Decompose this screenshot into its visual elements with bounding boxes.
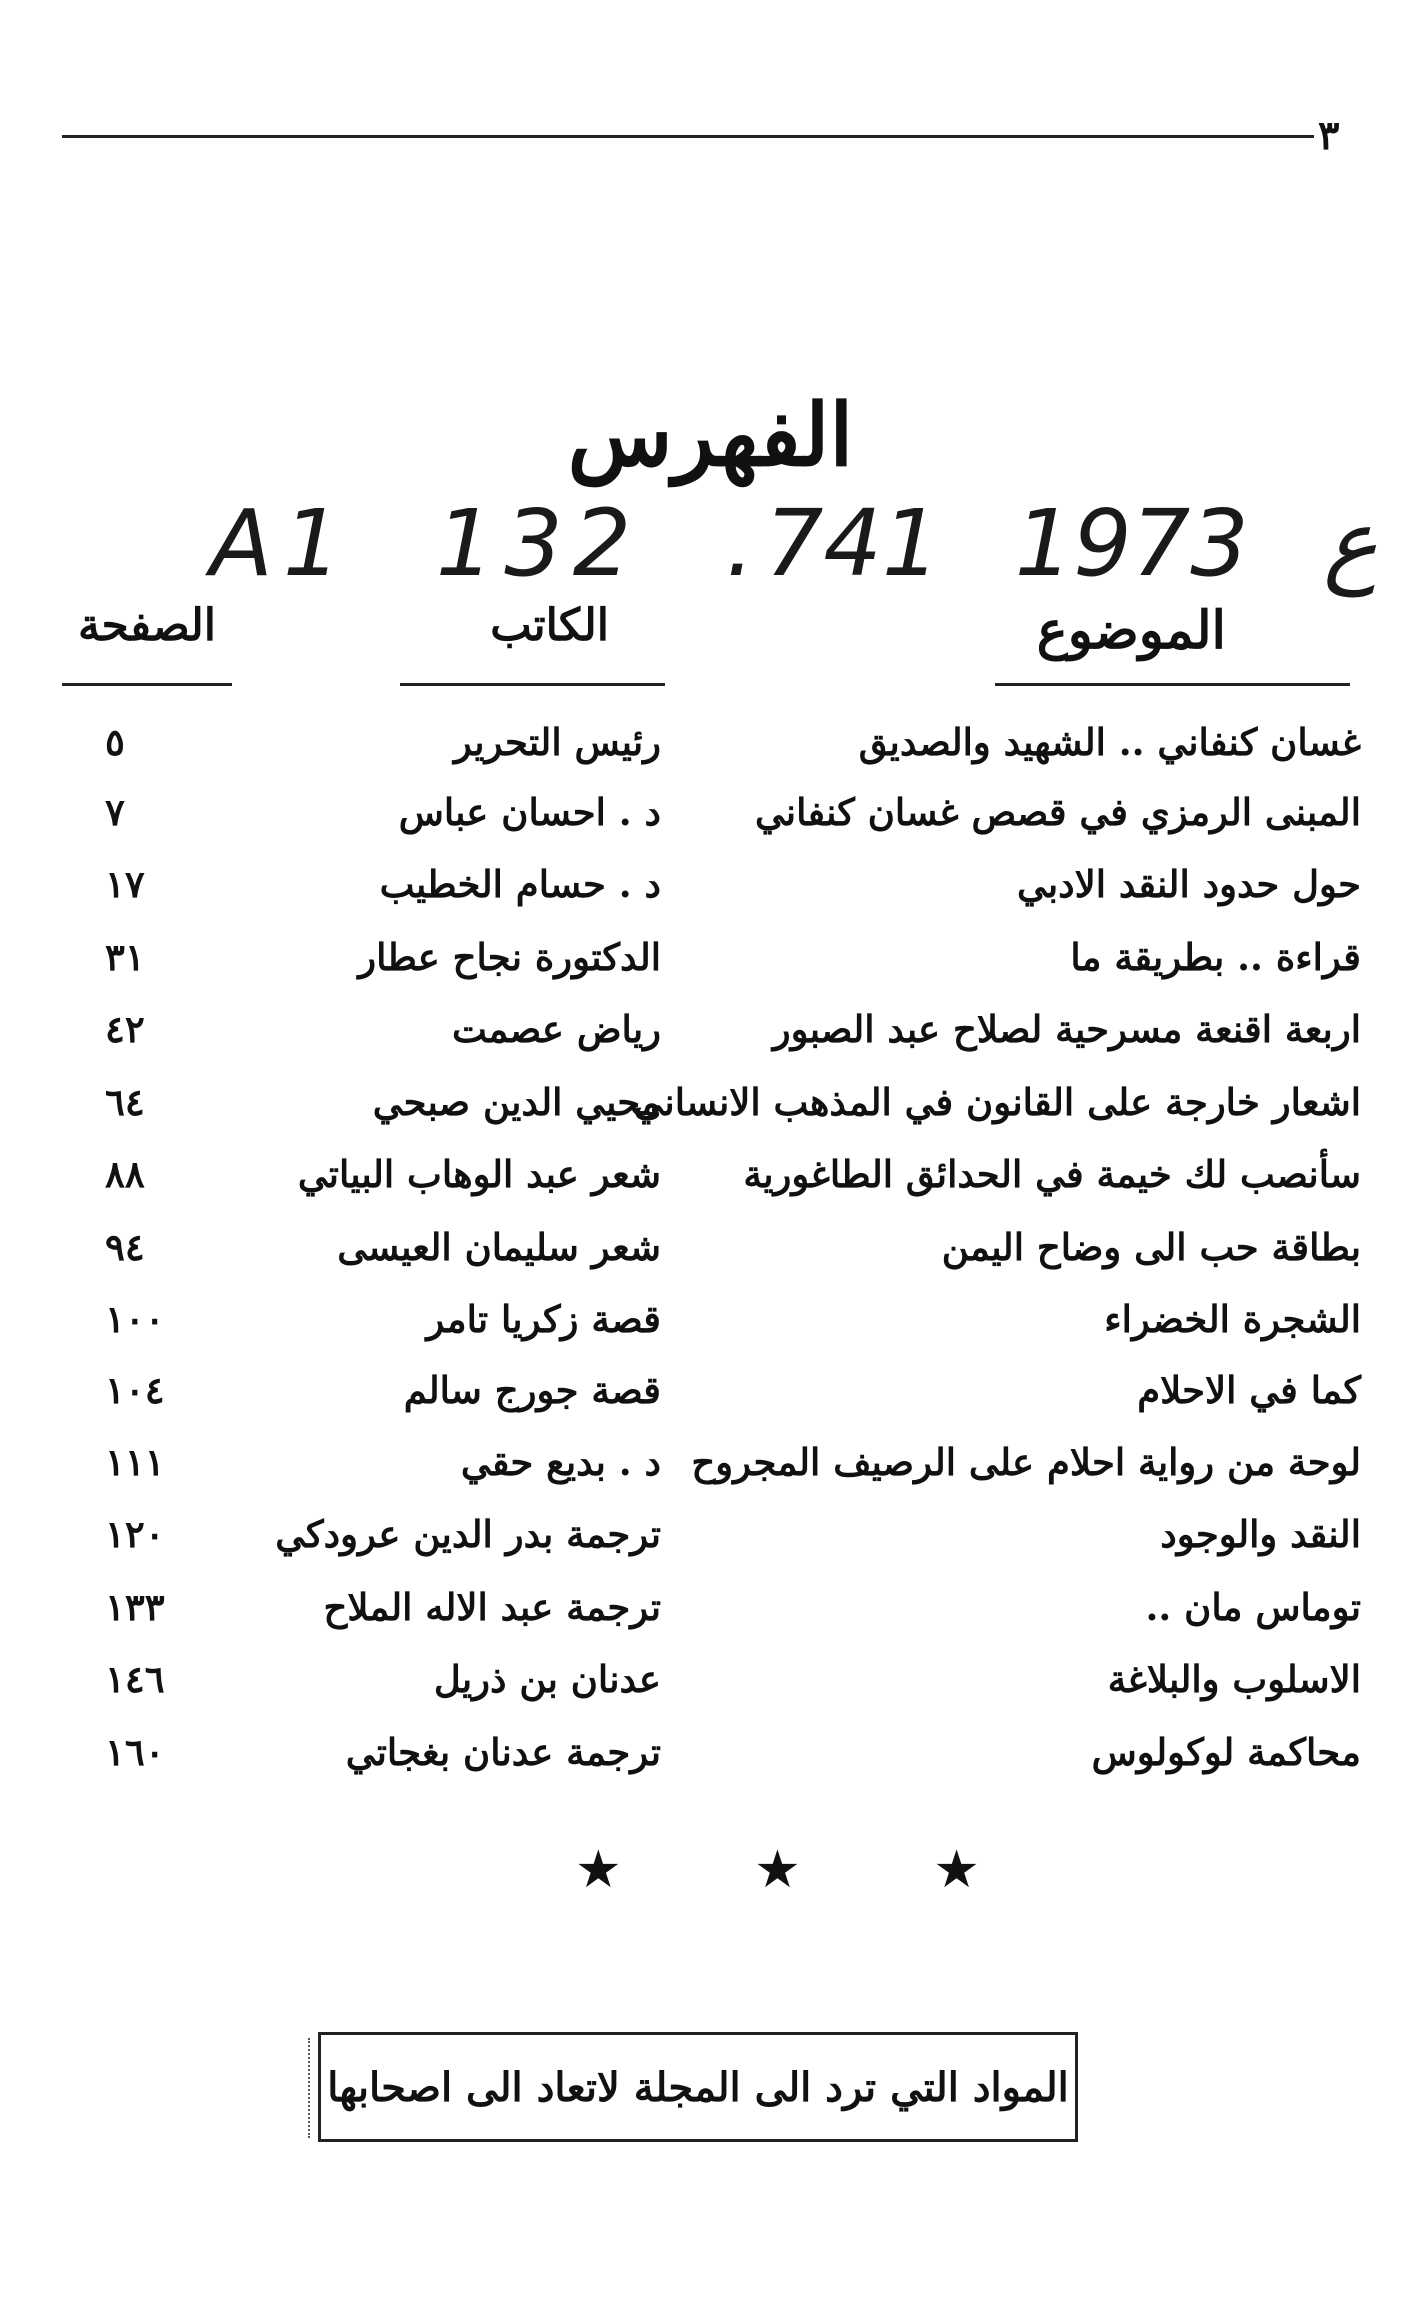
toc-topic: كما في الاحلام bbox=[1137, 1368, 1361, 1412]
toc-row bbox=[0, 1585, 1421, 1655]
toc-row bbox=[0, 1225, 1421, 1295]
toc-author: ترجمة عبد الاله الملاح bbox=[323, 1585, 661, 1629]
toc-row bbox=[0, 1007, 1421, 1077]
toc-author: ترجمة عدنان بغجاتي bbox=[345, 1730, 661, 1774]
toc-page: ٥ bbox=[105, 720, 125, 764]
toc-page: ٩٤ bbox=[105, 1225, 145, 1269]
toc-row bbox=[0, 790, 1421, 860]
toc-page: ٦٤ bbox=[105, 1080, 145, 1124]
toc-page: ٣١ bbox=[105, 935, 145, 979]
toc-topic: الشجرة الخضراء bbox=[1104, 1297, 1361, 1341]
toc-page: ١٢٠ bbox=[105, 1512, 165, 1556]
notice-text: المواد التي ترد الى المجلة لاتعاد الى اصحابها bbox=[327, 2063, 1069, 2111]
toc-topic: لوحة من رواية احلام على الرصيف المجروح bbox=[691, 1440, 1361, 1484]
toc-topic: الاسلوب والبلاغة bbox=[1107, 1657, 1361, 1701]
header-page: الصفحة bbox=[77, 600, 216, 651]
toc-author: عدنان بن ذريل bbox=[433, 1657, 661, 1701]
toc-author: د . احسان عباس bbox=[398, 790, 661, 834]
header-topic: الموضوع bbox=[1036, 600, 1226, 661]
page-number: ٣ bbox=[1318, 112, 1340, 159]
toc-row bbox=[0, 935, 1421, 1005]
toc-row bbox=[0, 862, 1421, 932]
section-separator-stars: ★ ★ ★ bbox=[575, 1840, 1038, 1900]
page-title: الفهرس bbox=[567, 385, 854, 486]
toc-row bbox=[0, 720, 1421, 790]
toc-page: ١٧ bbox=[105, 862, 145, 906]
toc-page: ٧ bbox=[105, 790, 125, 834]
toc-page: ١١١ bbox=[105, 1440, 165, 1484]
toc-author: رياض عصمت bbox=[452, 1007, 661, 1051]
toc-row bbox=[0, 1512, 1421, 1582]
header-author: الكاتب bbox=[490, 600, 609, 651]
toc-page: ١٦٠ bbox=[105, 1730, 165, 1774]
toc-page: ٨٨ bbox=[105, 1152, 145, 1196]
toc-topic: حول حدود النقد الادبي bbox=[1016, 862, 1361, 906]
toc-author: ترجمة بدر الدين عرودكي bbox=[275, 1512, 661, 1556]
toc-row bbox=[0, 1657, 1421, 1727]
toc-topic: قراءة .. بطريقة ما bbox=[1070, 935, 1361, 979]
header-rule-page bbox=[62, 683, 232, 686]
toc-topic: المبنى الرمزي في قصص غسان كنفاني bbox=[754, 790, 1361, 834]
toc-row bbox=[0, 1730, 1421, 1800]
toc-topic: اربعة اقنعة مسرحية لصلاح عبد الصبور bbox=[772, 1007, 1361, 1051]
toc-page: ١٠٤ bbox=[105, 1368, 165, 1412]
notice-box-edge bbox=[308, 2038, 313, 2138]
toc-topic: النقد والوجود bbox=[1160, 1512, 1361, 1556]
toc-page: ٤٢ bbox=[105, 1007, 145, 1051]
header-rule-topic bbox=[995, 683, 1350, 686]
top-rule bbox=[62, 135, 1314, 138]
toc-page: ١٤٦ bbox=[105, 1657, 165, 1701]
toc-row bbox=[0, 1297, 1421, 1367]
toc-topic: اشعار خارجة على القانون في المذهب الانساني bbox=[633, 1080, 1361, 1124]
notice-box bbox=[318, 2032, 1078, 2142]
toc-author: شعر عبد الوهاب البياتي bbox=[297, 1152, 661, 1196]
toc-topic: محاكمة لوكولوس bbox=[1091, 1730, 1361, 1774]
toc-row bbox=[0, 1440, 1421, 1510]
toc-topic: غسان كنفاني .. الشهيد والصديق bbox=[858, 720, 1361, 764]
handwritten-catalog-number: A1 132 .ع 1973 741 bbox=[210, 490, 1378, 597]
toc-row bbox=[0, 1368, 1421, 1438]
toc-author: قصة زكريا تامر bbox=[426, 1297, 661, 1341]
header-rule-author bbox=[400, 683, 665, 686]
toc-topic: توماس مان .. bbox=[1145, 1585, 1361, 1629]
toc-author: محيي الدين صبحي bbox=[372, 1080, 661, 1124]
toc-author: رئيس التحرير bbox=[453, 720, 661, 764]
toc-author: د . حسام الخطيب bbox=[379, 862, 661, 906]
toc-author: شعر سليمان العيسى bbox=[337, 1225, 661, 1269]
toc-topic: بطاقة حب الى وضاح اليمن bbox=[941, 1225, 1361, 1269]
toc-author: قصة جورج سالم bbox=[403, 1368, 661, 1412]
toc-topic: سأنصب لك خيمة في الحدائق الطاغورية bbox=[743, 1152, 1361, 1196]
toc-row bbox=[0, 1080, 1421, 1150]
toc-author: الدكتورة نجاح عطار bbox=[358, 935, 661, 979]
toc-author: د . بديع حقي bbox=[460, 1440, 661, 1484]
toc-page: ١٠٠ bbox=[105, 1297, 165, 1341]
toc-page: ١٣٣ bbox=[105, 1585, 165, 1629]
toc-row bbox=[0, 1152, 1421, 1222]
